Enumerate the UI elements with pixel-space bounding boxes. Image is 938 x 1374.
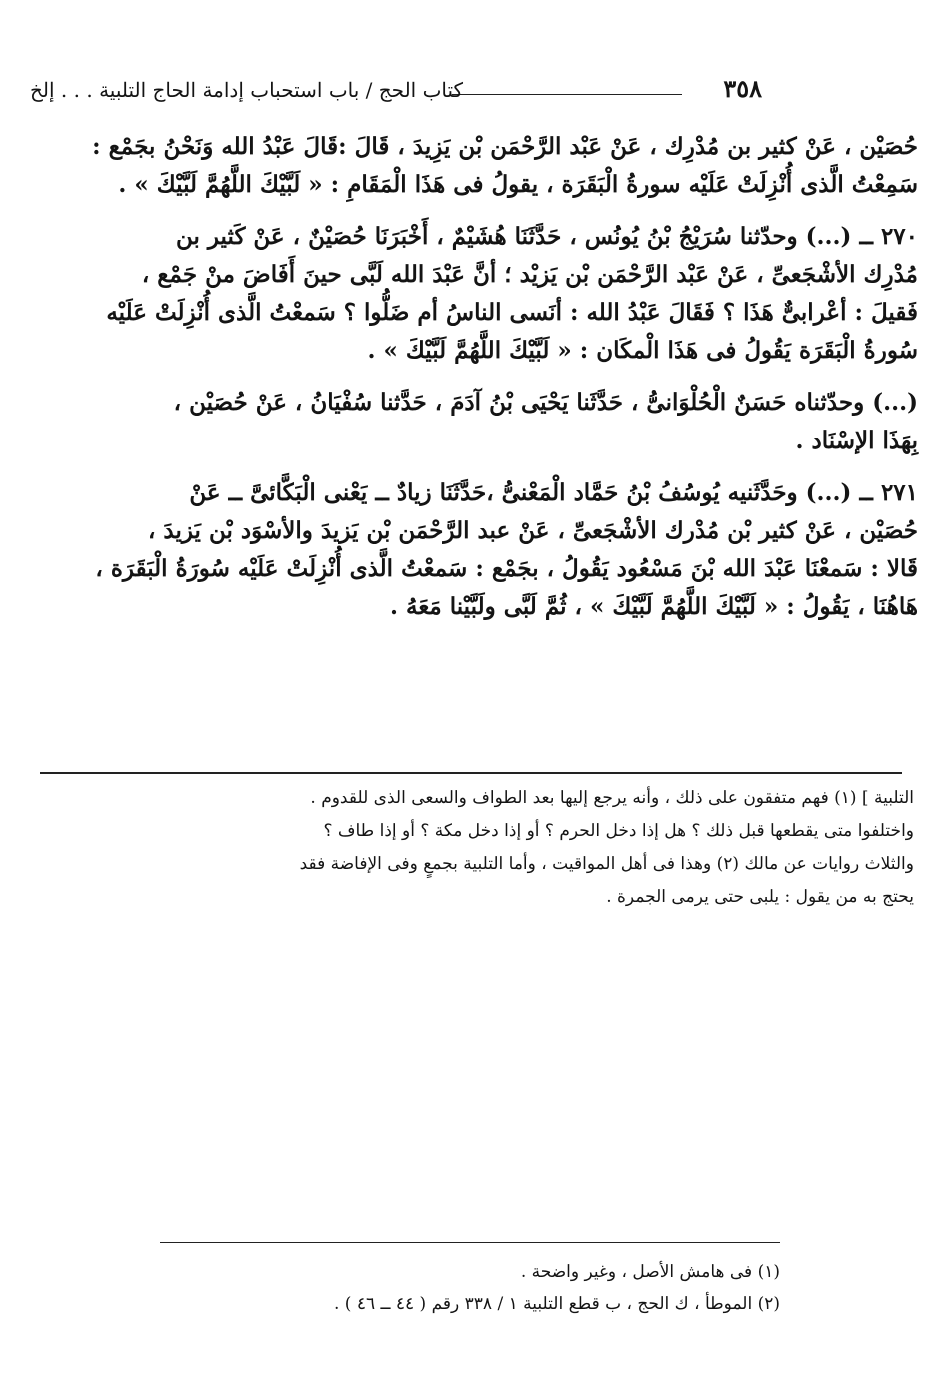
commentary-text: التلبية ] (١) فهم متفقون على ذلك ، وأنه يرجع إليها بعد الطواف والسعى الذى للقدوم . واختلفوا متى يقطعها قبل ذلك ؟ هل إذا دخل الحرم ؟ أو إذا دخل مكة ؟ أو إذا طاف ؟ والثلاث روايات عن مالك (٢) وهذا فى أهل المواقيت ، وأما التلبية بجمعٍ وفى الإفاضة فقد يحتج به من يقول : يلبى حتى يرمى الجمرة . bbox=[299, 788, 914, 907]
commentary-rule bbox=[40, 772, 902, 774]
main-text bbox=[18, 128, 918, 626]
paragraph-continuation: حُصَيْن ، عَنْ كثير بن مُدْرِك ، عَنْ عَبْد الرَّحْمَن بْن يَزِيدَ ، قَالَ :قَالَ عَبْدُ الله وَنَحْنُ بجَمْع : سَمِعْتُ الَّذى أُنْزِلَتْ عَلَيْه سورةُ الْبَقَرَة ، يقولُ فى هَذَا الْمَقَامِ : « لَبَّيْكَ اللَّهُمَّ لَبَّيْكَ » . bbox=[92, 133, 918, 198]
page-number: ٣٥٨ bbox=[723, 74, 762, 103]
paragraph-hadith-270-variant: (...) وحدّثناه حَسَنٌ الْحُلْوَانىُّ ، حَدَّثَنا يَحْيَى بْنُ آدَمَ ، حَدَّثنا سُفْيَانُ ، عَنْ حُصَيْن ، بِهَذَا الإسْنَاد . bbox=[173, 389, 918, 454]
footnote-2: (٢) الموطأ ، ك الحج ، ب قطع التلبية ١ / ٣٣٨ رقم ( ٤٤ ــ ٤٦ ) . bbox=[333, 1294, 780, 1314]
footnote-1: (١) فى هامش الأصل ، وغير واضحة . bbox=[520, 1262, 780, 1282]
header-rule bbox=[452, 94, 682, 95]
footnote-rule bbox=[160, 1242, 780, 1243]
footnotes bbox=[80, 1256, 780, 1320]
running-title: كتاب الحج / باب استحباب إدامة الحاج التلبية . . . إلخ bbox=[30, 78, 464, 102]
paragraph-hadith-270: ٢٧٠ ــ (...) وحدّثنا سُرَيْجُ بْنُ يُونُس ، حَدَّثَنَا هُشَيْمٌ ، أَخْبَرَنَا حُصَيْنٌ ، عَنْ كَثير بن مُدْرِك الأشْجَعىِّ ، عَنْ عَبْد الرَّحْمَن بْن يَزيْد ؛ أنَّ عَبْدَ الله لَبَّى حينَ أَفَاضَ منْ جَمْع ، فَقيلَ : أعْرابىٌّ هَذَا ؟ فَقَالَ عَبْدُ الله : أنَسى الناسُ أم ضَلُّوا ؟ سَمعْتُ الَّذى أُنْزِلَتْ عَلَيْه سُورةُ الْبَقَرَة يَقُولُ فى هَذَا الْمكَان : « لَبَّيْكَ اللَّهُمَّ لَبَّيْكَ » . bbox=[106, 223, 918, 364]
paragraph-hadith-271: ٢٧١ ــ (...) وحَدَّثَنيه يُوسُفُ بْنُ حَمَّاد الْمَعْنىُّ ،حَدَّثَنَا زيادٌ ــ يَعْنى الْبَكَّائىَّ ــ عَنْ حُصَيْن ، عَنْ كثير بْن مُدْرك الأشْجَعىِّ ، عَنْ عبد الرَّحْمَن بْن يَزيدَ والأسْوَد بْن يَزيدَ ، قَالا : سَمعْنَا عَبْدَ الله بْنَ مَسْعُود يَقُولُ ، بجَمْع : سَمعْتُ الَّذى أُنْزِلَتْ عَلَيْه سُورَةُ الْبَقَرَة ، هَاهُنَا ، يَقُولُ : « لَبَّيْكَ اللَّهُمَّ لَبَّيْكَ » ، ثُمَّ لَبَّى ولَبَّيْنا مَعَهُ . bbox=[95, 479, 918, 620]
